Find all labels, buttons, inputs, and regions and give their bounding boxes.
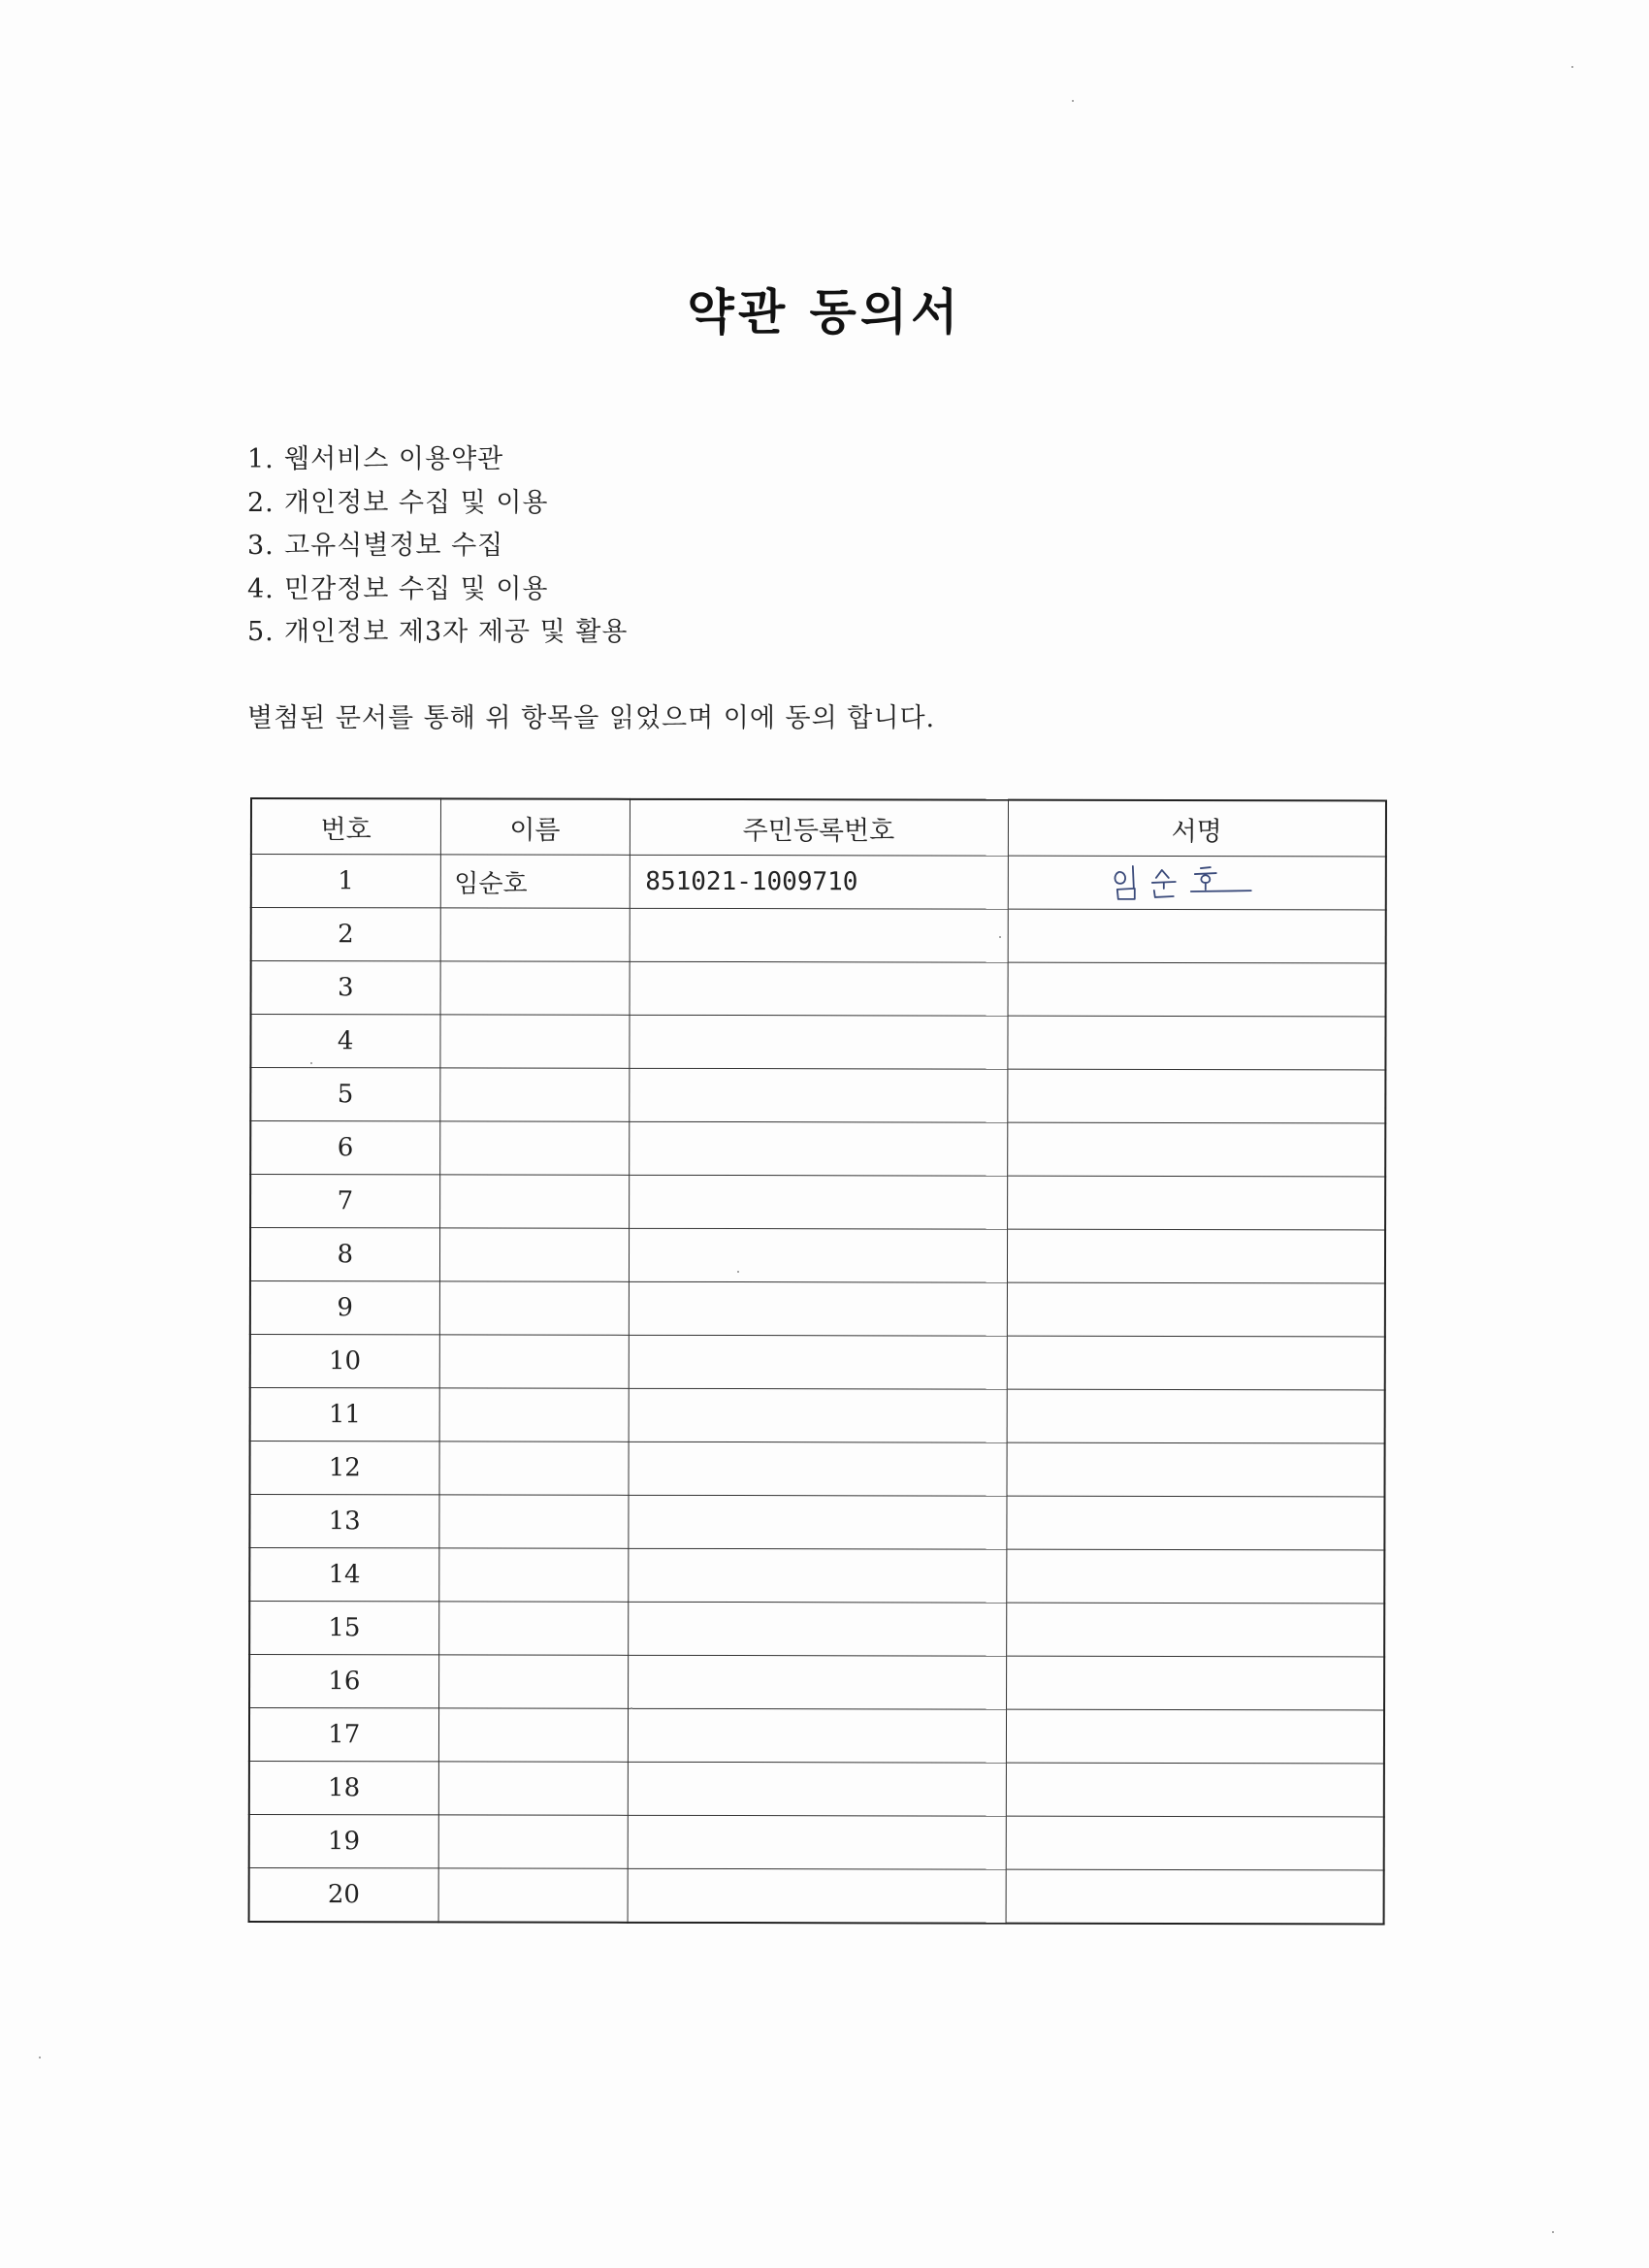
consent-item-text: 민감정보 수집 및 이용 (284, 573, 549, 604)
table-row (251, 908, 1386, 963)
document-title: 약관 동의서 (687, 283, 962, 340)
row-name-cell (439, 1068, 629, 1121)
row-resident-number-cell (629, 1388, 1007, 1442)
consent-item (247, 525, 628, 568)
row-resident-number-cell (628, 1548, 1006, 1603)
row-resident-number-cell (629, 1175, 1007, 1229)
row-number-cell: 18 (249, 1761, 438, 1814)
row-signature-cell (1006, 1442, 1384, 1497)
row-resident-number-cell (628, 1762, 1006, 1816)
row-name-cell (438, 1602, 628, 1655)
row-resident-number-cell (630, 908, 1008, 962)
table-row (249, 1761, 1384, 1816)
row-signature-cell (1006, 1549, 1384, 1604)
consent-roster-table (248, 797, 1387, 1925)
header-name: 이름 (440, 798, 630, 855)
row-signature-cell (1007, 1122, 1385, 1177)
scan-speck (310, 1062, 312, 1064)
scan-speck (999, 936, 1001, 938)
row-name-cell (439, 1015, 629, 1068)
row-name-cell (440, 961, 630, 1015)
row-number-cell: 16 (249, 1655, 438, 1708)
row-number-cell: 13 (249, 1495, 438, 1548)
row-number-cell: 5 (250, 1068, 439, 1121)
row-signature-cell (1007, 1282, 1385, 1337)
row-number-cell: 7 (250, 1175, 439, 1228)
row-name-cell (439, 1388, 629, 1442)
table-row (250, 1121, 1385, 1177)
table-row (250, 1335, 1385, 1390)
row-number-cell: 8 (250, 1228, 439, 1281)
row-name-cell (439, 1121, 629, 1175)
table-row (251, 961, 1386, 1017)
signature-stroke (1115, 872, 1125, 884)
row-name-cell (438, 1708, 628, 1762)
table-row (249, 1495, 1384, 1550)
row-name-cell (438, 1868, 628, 1923)
handwritten-signature (1105, 859, 1260, 907)
row-resident-number-cell (628, 1602, 1006, 1656)
row-number-cell: 11 (250, 1388, 439, 1442)
row-number-cell: 1 (251, 855, 440, 908)
signature-stroke (1132, 866, 1133, 888)
row-resident-number-cell (628, 1495, 1006, 1549)
row-signature-cell (1007, 1336, 1385, 1390)
scan-speck (39, 2057, 41, 2058)
table-header-row (251, 798, 1386, 857)
row-resident-number-cell: 851021-1009710 (630, 855, 1008, 909)
consent-item-number: 1. (247, 444, 275, 474)
consent-item-text: 개인정보 수집 및 이용 (284, 487, 549, 518)
row-signature-cell (1007, 1229, 1385, 1283)
row-name-cell (438, 1495, 628, 1548)
row-resident-number-cell (629, 1228, 1007, 1282)
row-resident-number-cell (628, 1708, 1006, 1763)
row-resident-number-cell (628, 1655, 1006, 1709)
table-row (250, 1175, 1385, 1230)
row-name-cell (438, 1548, 628, 1602)
row-number-cell: 6 (250, 1121, 439, 1175)
table-row (251, 855, 1386, 910)
row-name-cell (438, 1762, 628, 1815)
table-row (249, 1814, 1384, 1869)
row-signature-cell (1007, 1176, 1385, 1230)
row-number-cell: 12 (249, 1442, 438, 1495)
row-signature-cell (1006, 1709, 1384, 1764)
row-name-cell (438, 1815, 628, 1868)
header-resident-number: 주민등록번호 (630, 799, 1008, 856)
row-name-cell (439, 1335, 629, 1388)
scan-speck (1571, 66, 1573, 68)
row-resident-number-cell (629, 1121, 1007, 1176)
row-number-cell: 2 (251, 908, 440, 961)
row-signature-cell (1006, 1763, 1384, 1817)
table-row (249, 1442, 1384, 1497)
signature-stroke (1200, 867, 1210, 868)
signature-stroke (1155, 870, 1168, 878)
consent-item-number: 2. (247, 487, 275, 518)
row-signature-cell (1006, 1603, 1384, 1657)
table-row (249, 1548, 1384, 1604)
row-name-cell (439, 1281, 629, 1335)
row-number-cell: 15 (249, 1602, 438, 1655)
row-signature-cell (1006, 1816, 1384, 1870)
row-resident-number-cell (629, 1068, 1007, 1122)
scan-speck (630, 1707, 632, 1709)
row-number-cell: 17 (249, 1708, 438, 1762)
signature-stroke (1116, 889, 1134, 899)
table-row (249, 1602, 1384, 1657)
row-signature-cell (1007, 1016, 1385, 1070)
consent-item-number: 5. (247, 617, 275, 647)
row-number-cell: 3 (251, 961, 440, 1015)
row-signature-cell (1007, 1069, 1385, 1123)
table-row (249, 1867, 1384, 1924)
row-signature-cell (1008, 962, 1386, 1017)
row-resident-number-cell (629, 1335, 1007, 1389)
row-resident-number-cell (630, 961, 1008, 1016)
row-number-cell: 20 (249, 1867, 438, 1922)
consent-item (247, 611, 628, 655)
row-name-cell (438, 1442, 628, 1495)
row-number-cell: 14 (249, 1548, 438, 1602)
table-row (250, 1388, 1385, 1443)
row-resident-number-cell (628, 1442, 1006, 1496)
signature-stroke (1153, 891, 1173, 897)
table-row (250, 1281, 1385, 1337)
consent-item-text: 웹서비스 이용약관 (284, 444, 504, 474)
scan-speck (1072, 100, 1074, 102)
row-number-cell: 9 (250, 1281, 439, 1335)
row-resident-number-cell (629, 1015, 1007, 1069)
table-row (250, 1068, 1385, 1123)
row-signature-cell (1008, 856, 1386, 910)
row-name-cell (439, 1175, 629, 1228)
table-row (250, 1015, 1385, 1070)
row-name-cell (439, 1228, 629, 1281)
row-number-cell: 10 (250, 1335, 439, 1388)
row-name-cell (440, 908, 630, 961)
row-resident-number-cell (628, 1815, 1006, 1869)
scan-speck (1552, 2231, 1554, 2233)
scan-speck (737, 1271, 739, 1273)
row-name-cell (438, 1655, 628, 1708)
row-signature-cell (1006, 1496, 1384, 1550)
row-signature-cell (1008, 909, 1386, 963)
row-number-cell: 19 (249, 1814, 438, 1867)
row-signature-cell (1006, 1869, 1384, 1924)
consent-item-number: 4. (247, 573, 275, 604)
consent-item (247, 438, 628, 482)
agreement-statement: 별첨된 문서를 통해 위 항목을 읽었으며 이에 동의 합니다. (247, 703, 936, 733)
consent-item-number: 3. (247, 531, 275, 561)
row-signature-cell (1006, 1656, 1384, 1710)
consent-item (247, 482, 628, 526)
consent-items-list (247, 438, 628, 655)
consent-item-text: 고유식별정보 수집 (284, 531, 504, 561)
signature-stroke (1201, 875, 1210, 883)
row-resident-number-cell (628, 1868, 1006, 1923)
signature-stroke (1194, 873, 1215, 874)
header-signature: 서명 (1008, 800, 1386, 857)
table-row (250, 1228, 1385, 1283)
header-number: 번호 (251, 798, 440, 855)
consent-item-text: 개인정보 제3자 제공 및 활용 (284, 617, 629, 647)
table-row (249, 1708, 1384, 1764)
row-resident-number-cell (629, 1281, 1007, 1336)
row-name-cell: 임순호 (440, 855, 630, 908)
row-signature-cell (1007, 1389, 1385, 1443)
table-row (249, 1655, 1384, 1710)
row-number-cell: 4 (250, 1015, 439, 1068)
consent-item (247, 568, 628, 612)
